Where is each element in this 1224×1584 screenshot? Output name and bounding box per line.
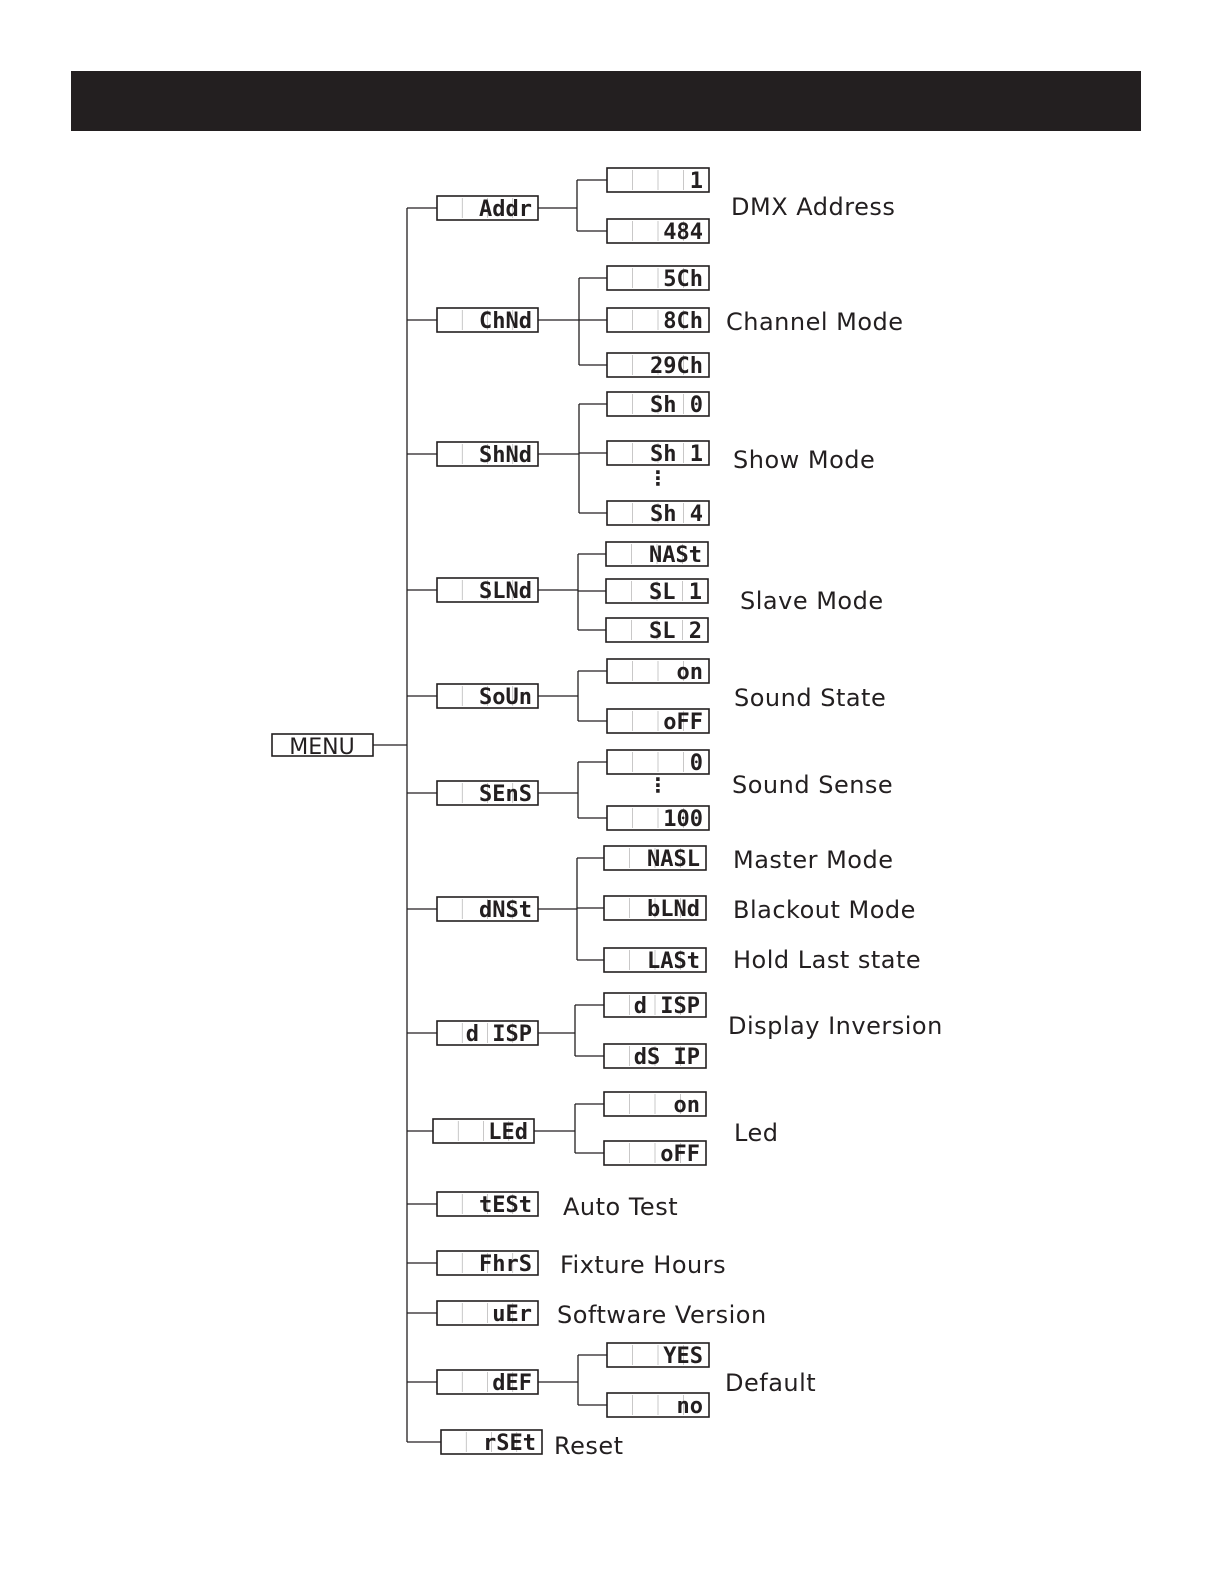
lcd-value: dNSt [479, 898, 532, 923]
menu-item-0 [437, 196, 538, 222]
option-label-6-2: Hold Last state [733, 946, 922, 974]
ellipsis-dots: ⋮ [648, 773, 668, 797]
item-label-1: Channel Mode [726, 308, 904, 336]
item-label-11: Software Version [557, 1301, 767, 1329]
option-6-1 [604, 896, 706, 922]
item-label-2: Show Mode [733, 446, 876, 474]
menu-item-8 [433, 1119, 534, 1145]
option-1-0 [607, 266, 709, 292]
lcd-value: on [676, 660, 703, 685]
menu-item-6 [437, 897, 538, 923]
menu-root [272, 734, 373, 760]
lcd-value: SL 2 [649, 619, 702, 644]
lcd-value: ChNd [479, 309, 532, 334]
item-label-4: Sound State [734, 684, 887, 712]
option-1-1 [607, 308, 709, 334]
option-1-2 [607, 353, 709, 379]
item-label-13: Reset [554, 1432, 624, 1460]
lcd-value: 100 [663, 807, 703, 832]
lcd-value: 1 [689, 169, 703, 194]
option-3-1 [606, 579, 708, 605]
option-5-1 [607, 806, 709, 832]
menu-item-2 [437, 442, 538, 468]
lcd-value: tESt [479, 1193, 532, 1218]
option-0-0 [607, 168, 709, 194]
lcd-value: NASt [649, 543, 702, 568]
ellipsis-dots: ⋮ [648, 466, 668, 490]
lcd-value: SL 1 [649, 580, 702, 605]
lcd-value: NASL [647, 847, 700, 872]
menu-item-4 [437, 684, 538, 710]
item-label-9: Auto Test [563, 1193, 679, 1221]
lcd-value: Sh 1 [650, 442, 703, 467]
lcd-value: Addr [479, 197, 532, 222]
item-label-12: Default [725, 1369, 817, 1397]
option-6-2 [604, 948, 706, 974]
item-label-10: Fixture Hours [560, 1251, 727, 1279]
lcd-value: SEnS [479, 782, 532, 807]
lcd-value: 5Ch [663, 267, 703, 292]
menu-item-1 [437, 308, 538, 334]
menu-item-11 [437, 1301, 538, 1327]
option-7-1 [604, 1044, 706, 1070]
option-4-1 [607, 709, 709, 735]
option-12-1 [607, 1393, 709, 1419]
lcd-value: on [673, 1093, 700, 1118]
option-label-6-1: Blackout Mode [733, 896, 916, 924]
lcd-value: 29Ch [650, 354, 703, 379]
option-12-0 [607, 1343, 709, 1369]
lcd-value: LEd [488, 1120, 528, 1145]
lcd-value: 8Ch [663, 309, 703, 334]
option-3-2 [606, 618, 708, 644]
item-label-0: DMX Address [731, 193, 896, 221]
lcd-value: LASt [647, 949, 700, 974]
lcd-value: SLNd [479, 579, 532, 604]
option-8-0 [604, 1092, 706, 1118]
menu-item-5 [437, 781, 538, 807]
menu-item-12 [437, 1370, 538, 1396]
lcd-value: rSEt [483, 1431, 536, 1456]
option-8-1 [604, 1141, 706, 1167]
lcd-value: d ISP [633, 994, 700, 1019]
lcd-value: ShNd [479, 443, 532, 468]
lcd-value: oFF [660, 1142, 700, 1167]
lcd-value: Sh 4 [650, 502, 703, 527]
option-7-0 [604, 993, 706, 1019]
lcd-value: 0 [689, 751, 703, 776]
option-0-1 [607, 219, 709, 245]
lcd-value: 484 [663, 220, 703, 245]
lcd-value: Sh 0 [650, 393, 703, 418]
lcd-value: bLNd [647, 897, 700, 922]
menu-item-7 [437, 1021, 538, 1047]
lcd-value: oFF [663, 710, 703, 735]
option-3-0 [606, 542, 708, 568]
option-label-6-0: Master Mode [733, 846, 894, 874]
menu-item-13 [441, 1430, 542, 1456]
item-label-7: Display Inversion [728, 1012, 943, 1040]
lcd-value: FhrS [479, 1252, 532, 1277]
menu-item-9 [437, 1192, 538, 1218]
lcd-value: SoUn [479, 685, 532, 710]
menu-nodes [433, 168, 943, 1460]
lcd-value: uEr [492, 1302, 532, 1327]
lcd-value: dEF [492, 1371, 532, 1396]
option-2-2 [607, 501, 709, 527]
lcd-value: d ISP [465, 1022, 532, 1047]
option-2-1 [607, 441, 709, 467]
lcd-value: YES [663, 1344, 703, 1369]
lcd-value: dS IP [633, 1045, 700, 1070]
item-label-5: Sound Sense [732, 771, 894, 799]
lcd-value: no [676, 1394, 703, 1419]
item-label-8: Led [734, 1119, 779, 1147]
option-2-0 [607, 392, 709, 418]
item-label-3: Slave Mode [740, 587, 884, 615]
menu-item-3 [437, 578, 538, 604]
option-6-0 [604, 846, 706, 872]
menu-label: MENU [289, 735, 355, 760]
option-4-0 [607, 659, 709, 685]
menu-item-10 [437, 1251, 538, 1277]
